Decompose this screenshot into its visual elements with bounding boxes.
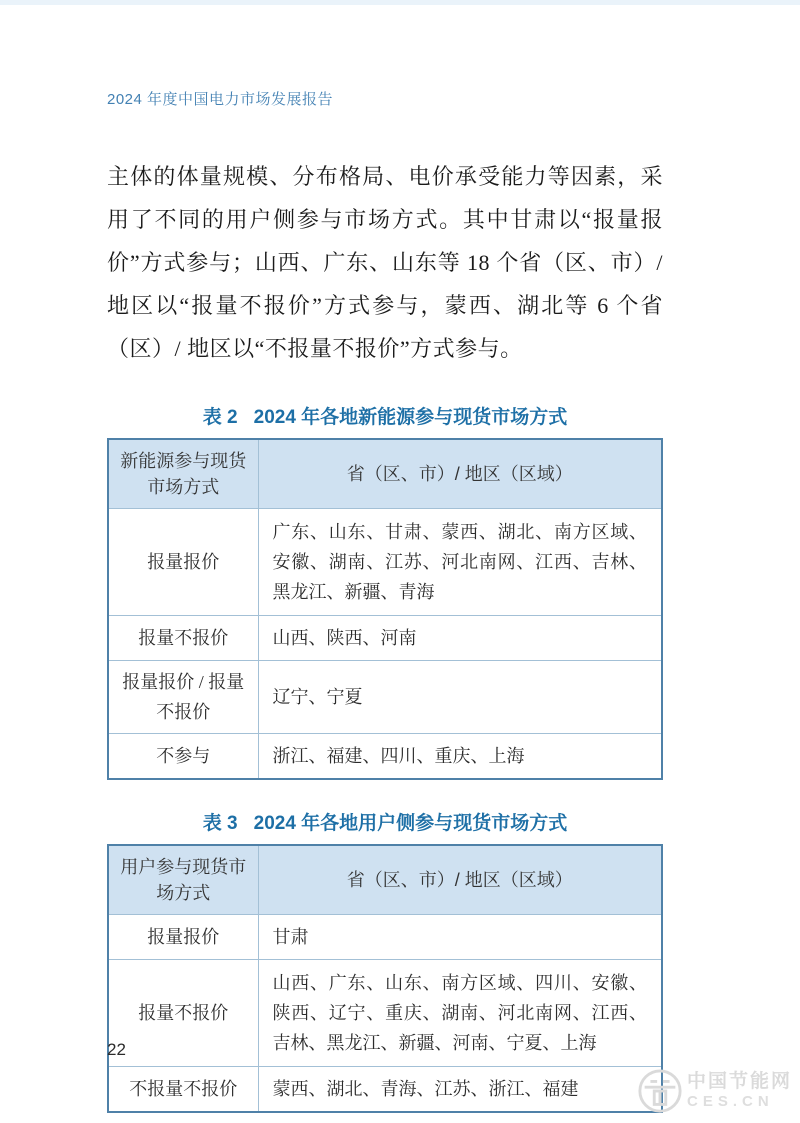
table2-row2-mode: 报量报价 / 报量不报价 bbox=[108, 661, 258, 734]
table3-caption-label: 表 3 bbox=[202, 813, 238, 834]
table-row bbox=[108, 960, 662, 1067]
table2-header-row bbox=[108, 439, 662, 509]
table2-row3-mode: 不参与 bbox=[108, 734, 258, 780]
page-top-tint bbox=[0, 0, 800, 5]
table2-row0-regions: 广东、山东、甘肃、蒙西、湖北、南方区域、安徽、湖南、江苏、河北南网、江西、吉林、黑龙江、新疆、青海 bbox=[258, 509, 662, 616]
table3-caption-title: 2024 年各地用户侧参与现货市场方式 bbox=[253, 813, 568, 834]
watermark bbox=[637, 1068, 792, 1114]
table-row bbox=[108, 661, 662, 734]
table2-row1-mode: 报量不报价 bbox=[108, 616, 258, 661]
table3 bbox=[107, 844, 663, 1113]
table3-row2-regions: 蒙西、湖北、青海、江苏、浙江、福建 bbox=[258, 1067, 662, 1113]
watermark-domain: CES.CN bbox=[686, 1093, 774, 1111]
table-row bbox=[108, 1067, 662, 1113]
table2 bbox=[107, 438, 663, 780]
table2-header-mode: 新能源参与现货市场方式 bbox=[108, 439, 258, 509]
table2-header-regions: 省（区、市）/ 地区（区域） bbox=[258, 439, 662, 509]
table2-row3-regions: 浙江、福建、四川、重庆、上海 bbox=[258, 734, 662, 780]
table2-caption-label: 表 2 bbox=[202, 407, 238, 428]
table3-caption bbox=[107, 808, 663, 835]
table3-row1-regions: 山西、广东、山东、南方区域、四川、安徽、陕西、辽宁、重庆、湖南、河北南网、江西、吉林、黑龙江、新疆、河南、宁夏、上海 bbox=[258, 960, 662, 1067]
watermark-text bbox=[687, 1071, 792, 1110]
table3-row0-regions: 甘肃 bbox=[258, 915, 662, 960]
watermark-site-name: 中国节能网 bbox=[686, 1071, 792, 1093]
table-row bbox=[108, 734, 662, 780]
table3-row0-mode: 报量报价 bbox=[108, 915, 258, 960]
table2-caption bbox=[107, 402, 663, 429]
table2-row1-regions: 山西、陕西、河南 bbox=[258, 616, 662, 661]
table3-row2-mode: 不报量不报价 bbox=[108, 1067, 258, 1113]
table3-header-mode: 用户参与现货市场方式 bbox=[108, 845, 258, 915]
table-row bbox=[108, 915, 662, 960]
table3-header-regions: 省（区、市）/ 地区（区域） bbox=[258, 845, 662, 915]
ces-logo-icon bbox=[637, 1068, 683, 1114]
table3-header-row bbox=[108, 845, 662, 915]
page-content bbox=[0, 88, 800, 1113]
table2-row2-regions: 辽宁、宁夏 bbox=[258, 661, 662, 734]
table2-row0-mode: 报量报价 bbox=[108, 509, 258, 616]
table-row bbox=[108, 509, 662, 616]
body-paragraph: 主体的体量规模、分布格局、电价承受能力等因素，采用了不同的用户侧参与市场方式。其中甘肃以“报量报价”方式参与；山西、广东、山东等 18 个省（区、市）/ 地区以“报量不报价”方式参与，蒙西、湖北等 6 个省（区）/ 地区以“不报量不报价”方式参与。 bbox=[107, 164, 663, 361]
report-header: 2024 年度中国电力市场发展报告 bbox=[107, 91, 334, 108]
page-number: 22 bbox=[107, 1040, 126, 1059]
table-row bbox=[108, 616, 662, 661]
table2-caption-title: 2024 年各地新能源参与现货市场方式 bbox=[253, 407, 568, 428]
table3-row1-mode: 报量不报价 bbox=[108, 960, 258, 1067]
